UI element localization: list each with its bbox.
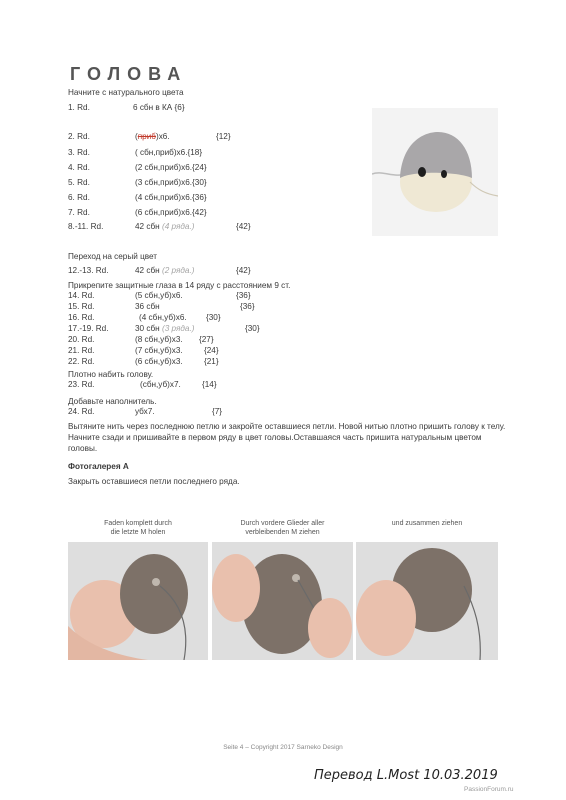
row-1-num: 1. Rd. (68, 103, 90, 112)
gallery-title: Фотогалерея А (68, 462, 129, 471)
row-16-count: {30} (206, 313, 221, 322)
row-12-13-count: {42} (236, 266, 251, 275)
switch-gray-text: Переход на серый цвет (68, 252, 158, 261)
row-5-num: 5. Rd. (68, 178, 90, 187)
row-20-num: 20. Rd. (68, 335, 95, 344)
row-24-num: 24. Rd. (68, 407, 95, 416)
row-14-num: 14. Rd. (68, 291, 95, 300)
row-5-pattern: (3 сбн,приб)х6.{30} (135, 178, 207, 187)
row-4-num: 4. Rd. (68, 163, 90, 172)
row-20-pattern: (8 сбн,уб)х3. (135, 335, 183, 344)
intro-text: Начните с натурального цвета (68, 88, 184, 97)
row-2-count: {12} (216, 132, 231, 141)
translator-signature: Перевод L.Most 10.03.2019 (314, 768, 498, 783)
row-3-num: 3. Rd. (68, 148, 90, 157)
row-12-13-num: 12.-13. Rd. (68, 266, 109, 275)
row-2-num: 2. Rd. (68, 132, 90, 141)
row-16-pattern: (4 сбн,уб)х6. (139, 313, 187, 322)
row-15-count: {36} (240, 302, 255, 311)
row-21-pattern: (7 сбн,уб)х3. (135, 346, 183, 355)
gallery-note: Закрыть оставшиеся петли последнего ряда. (68, 477, 240, 486)
caption-3: und zusammen ziehen (391, 520, 463, 527)
row-6-num: 6. Rd. (68, 193, 90, 202)
gallery-photo-1 (68, 516, 208, 660)
row-14-count: {36} (236, 291, 251, 300)
instruction-paragraph: Вытяните нить через последнюю петлю и закройте оставшиеся петли. Новой нитью плотно пришить голову к телу. Начните сзади и пришивайте в первом ряду в цвет головы.Оставшаяся часть пришита натуральным цветом головы. (68, 422, 506, 453)
caption-2: Durch vordere Glieder aller verbleibenden M ziehen (240, 520, 325, 536)
row-20-count: {27} (199, 335, 214, 344)
watermark: PassionForum.ru (464, 786, 514, 793)
add-fill-text: Добавьте наполнитель. (68, 397, 157, 406)
row-7-pattern: (6 сбн,приб)х6.{42} (135, 208, 207, 217)
row-3-pattern: ( сбн,приб)х6.{18} (135, 148, 203, 157)
row-7-num: 7. Rd. (68, 208, 90, 217)
row-24-pattern: убх7. (135, 407, 155, 416)
row-8-11-count: {42} (236, 222, 251, 231)
row-15-pattern: 36 сбн (135, 302, 160, 311)
row-23-count: {14} (202, 380, 217, 389)
row-21-num: 21. Rd. (68, 346, 95, 355)
page-title: ГОЛОВА (70, 64, 188, 84)
row-22-count: {21} (204, 357, 219, 366)
row-24-count: {7} (212, 407, 223, 416)
footer-copyright: Seite 4 – Copyright 2017 Sarneko Design (223, 744, 343, 751)
row-22-pattern: (6 сбн,уб)х3. (135, 357, 183, 366)
row-23-pattern: (сбн,уб)х7. (140, 380, 181, 389)
row-17-19-count: {30} (245, 324, 260, 333)
row-21-count: {24} (204, 346, 219, 355)
row-22-num: 22. Rd. (68, 357, 95, 366)
row-4-pattern: (2 сбн,приб)х6.{24} (135, 163, 207, 172)
row-14-pattern: (5 сбн,уб)х6. (135, 291, 183, 300)
row-1-pattern: 6 сбн в КА {6} (133, 103, 185, 112)
caption-1: Faden komplett durch die letzte M holen (104, 520, 172, 536)
eyes-text: Прикрепите защитные глаза в 14 ряду с расстоянием 9 ст. (68, 281, 291, 290)
row-16-num: 16. Rd. (68, 313, 95, 322)
gallery-photo-3 (356, 516, 498, 660)
row-8-11-pattern: 42 сбн (4 ряда.) (135, 222, 195, 231)
row-17-19-num: 17.-19. Rd. (68, 324, 109, 333)
product-photo (372, 108, 498, 236)
gallery-photo-2 (212, 516, 353, 660)
row-15-num: 15. Rd. (68, 302, 95, 311)
row-12-13-pattern: 42 сбн (2 ряда.) (135, 266, 195, 275)
row-23-num: 23. Rd. (68, 380, 95, 389)
row-17-19-pattern: 30 сбн (3 ряда.) (135, 324, 195, 333)
row-8-11-num: 8.-11. Rd. (68, 222, 104, 231)
row-2-pattern: (приб)х6. (135, 132, 170, 141)
stuff-text: Плотно набить голову. (68, 370, 154, 379)
row-6-pattern: (4 сбн,приб)х6.{36} (135, 193, 207, 202)
crochet-head-illustration (372, 108, 498, 236)
